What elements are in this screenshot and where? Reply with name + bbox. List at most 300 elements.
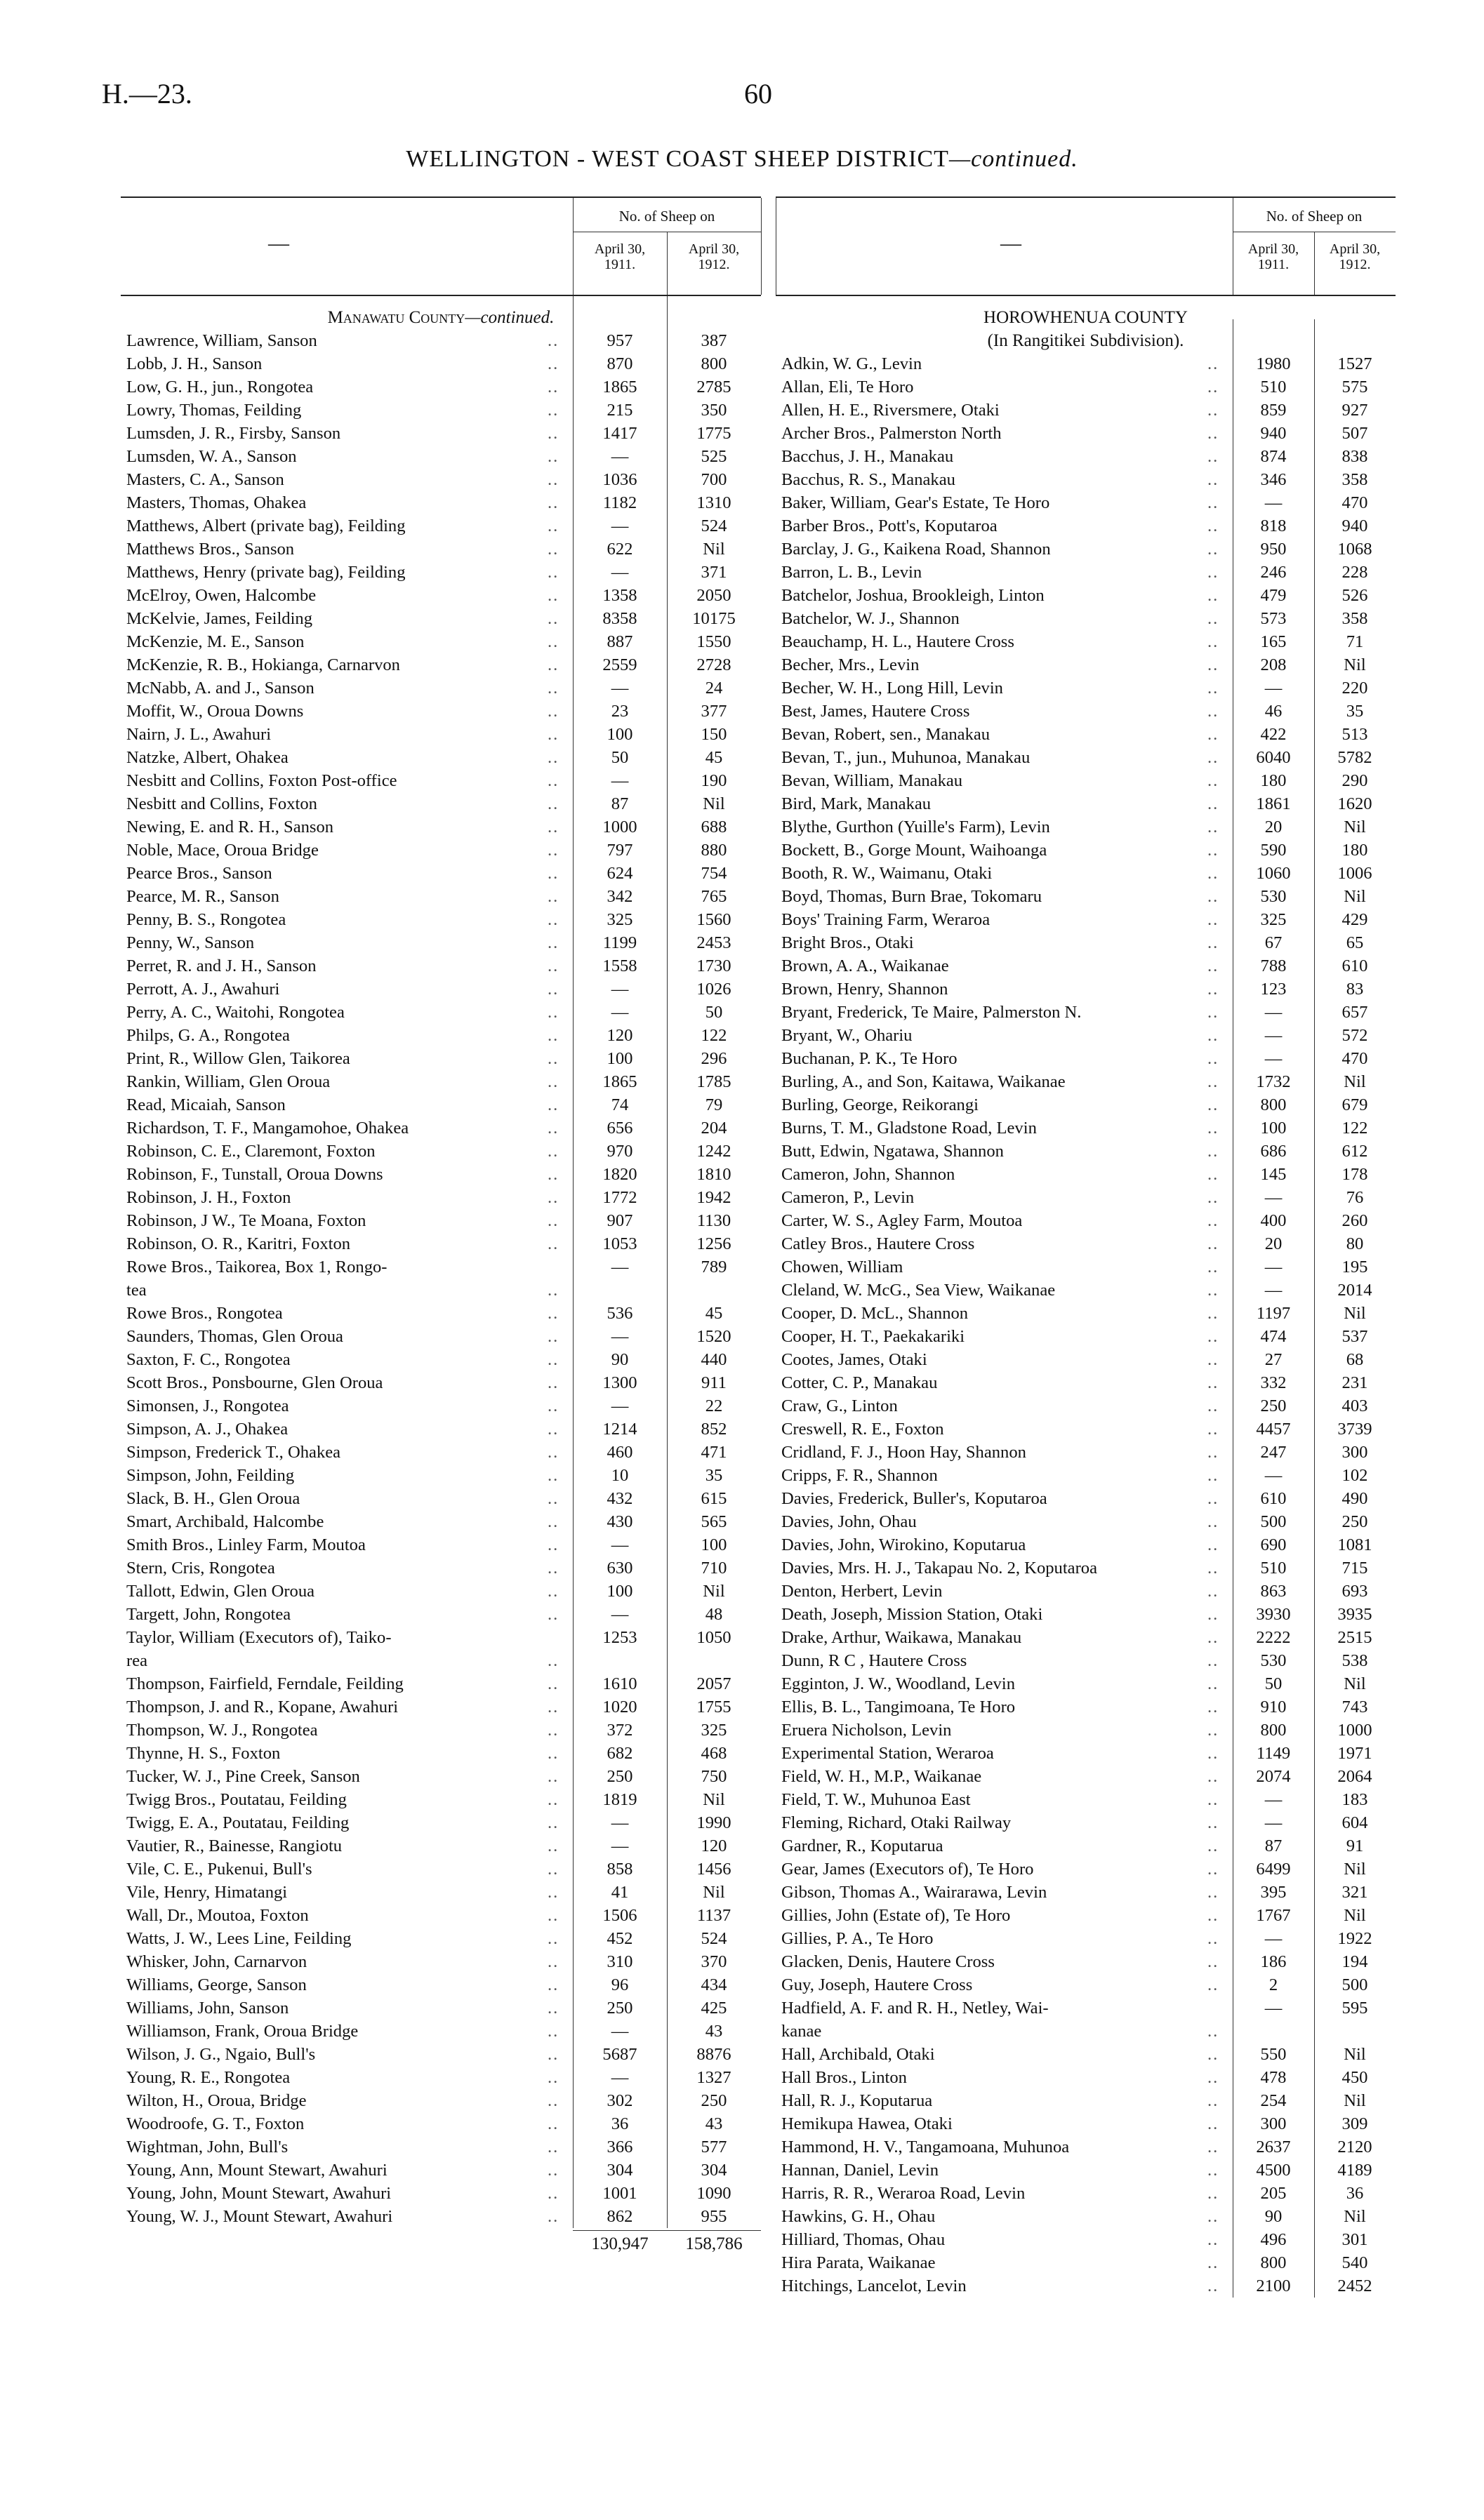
sheep-1912: 852: [701, 1420, 727, 1439]
leader-dots: ..: [1207, 933, 1219, 952]
leader-dots: ..: [1207, 632, 1219, 651]
table-row: [121, 1302, 761, 1325]
sheep-1911: 1865: [602, 1072, 637, 1091]
sheep-1912: Nil: [1344, 818, 1366, 836]
owner-name: Moffit, W., Oroua Downs: [126, 702, 304, 721]
owner-name: Bevan, Robert, sen., Manakau: [781, 725, 991, 744]
sheep-1912: 3739: [1337, 1420, 1372, 1439]
table-row: [776, 607, 1396, 630]
sheep-1912: 250: [1341, 1512, 1368, 1531]
sheep-1911: 1199: [602, 933, 637, 952]
sheep-1912: 604: [1341, 1813, 1368, 1832]
sheep-1912: 2057: [696, 1674, 731, 1693]
sheep-1912: 2064: [1337, 1767, 1372, 1786]
sheep-1912: 1620: [1337, 794, 1372, 813]
table-row: [121, 1973, 761, 1996]
sheep-1911: 96: [611, 1975, 629, 1994]
sheep-1912: 1942: [696, 1188, 731, 1207]
owner-name: Cleland, W. McG., Sea View, Waikanae: [781, 1281, 1056, 1300]
sheep-1912: 387: [701, 331, 727, 350]
sheep-1912: 440: [701, 1350, 727, 1369]
table-row: [121, 1487, 761, 1510]
year-1912-header: April 30, 1912.: [1329, 241, 1381, 272]
leader-dots: ..: [548, 1721, 559, 1740]
leader-dots: ..: [1207, 2138, 1219, 2156]
sheep-1912: 100: [701, 1535, 727, 1554]
sheep-1911: 907: [607, 1211, 633, 1230]
sheep-1911: 940: [1260, 424, 1287, 443]
table-row: [121, 1719, 761, 1742]
table-row: [121, 2089, 761, 2112]
table-row: [121, 2182, 761, 2205]
leader-dots: ..: [548, 1327, 559, 1346]
owner-name: Archer Bros., Palmerston North: [781, 424, 1002, 443]
table-row: [121, 1325, 761, 1348]
leader-dots: ..: [1207, 401, 1219, 420]
table-row: [776, 2228, 1396, 2251]
sheep-1912: 743: [1341, 1698, 1368, 1716]
table-row: [776, 1394, 1396, 1418]
sheep-1912: 45: [705, 1304, 723, 1323]
leader-dots: ..: [1207, 1003, 1219, 1022]
sheep-1911: 1820: [602, 1165, 637, 1184]
owner-name: Gardner, R., Koputarua: [781, 1836, 943, 1855]
table-row: [121, 815, 761, 839]
leader-dots: ..: [548, 609, 559, 628]
sheep-1911: 100: [607, 1049, 633, 1068]
sheep-1912: 1242: [696, 1142, 731, 1161]
sheep-1911: —: [611, 1327, 629, 1346]
leader-dots: ..: [1207, 771, 1219, 790]
table-row: [776, 978, 1396, 1001]
sheep-1912: 190: [701, 771, 727, 790]
leader-dots: ..: [1207, 864, 1219, 883]
owner-name: Penny, B. S., Rongotea: [126, 910, 286, 929]
sheep-1912: 911: [701, 1373, 727, 1392]
leader-dots: ..: [1207, 818, 1219, 836]
sheep-1911: —: [1264, 1258, 1283, 1276]
table-row: [121, 630, 761, 653]
sheep-1911: 5687: [602, 2045, 637, 2064]
sheep-1912: Nil: [1344, 887, 1366, 906]
leader-dots: ..: [548, 378, 559, 396]
table-row: [121, 514, 761, 538]
owner-name: Masters, C. A., Sanson: [126, 470, 284, 489]
sheep-1912: 1810: [696, 1165, 731, 1184]
owner-name: Butt, Edwin, Ngatawa, Shannon: [781, 1142, 1004, 1161]
table-row: [121, 792, 761, 815]
sheep-1912: 524: [701, 516, 727, 535]
sheep-1912: 250: [701, 2091, 727, 2110]
sheep-1911: 1417: [602, 424, 637, 443]
sheep-1911: —: [611, 1813, 629, 1832]
owner-name: Chowen, William: [781, 1258, 903, 1276]
leader-dots: ..: [548, 1535, 559, 1554]
table-row: [776, 1163, 1396, 1186]
section-heading: [121, 306, 761, 329]
table-row: [776, 399, 1396, 422]
sheep-1911: —: [1264, 1003, 1283, 1022]
sheep-1912: 2014: [1337, 1281, 1372, 1300]
owner-name: Gillies, John (Estate of), Te Horo: [781, 1906, 1011, 1925]
page-number: 60: [744, 78, 772, 109]
sheep-1912: 513: [1341, 725, 1368, 744]
table-row: [776, 1672, 1396, 1695]
table-row: [776, 653, 1396, 676]
table-row: [121, 561, 761, 584]
table-row: [776, 1093, 1396, 1116]
leader-dots: ..: [548, 1790, 559, 1809]
leader-dots: ..: [548, 424, 559, 443]
owner-name: Barber Bros., Pott's, Koputaroa: [781, 516, 998, 535]
leader-dots: ..: [1207, 1258, 1219, 1276]
sheep-1911: 208: [1260, 655, 1287, 674]
table-row: [776, 630, 1396, 653]
sheep-1911: 1980: [1256, 354, 1291, 373]
owner-name: Cridland, F. J., Hoon Hay, Shannon: [781, 1443, 1026, 1462]
leader-dots: ..: [1207, 1095, 1219, 1114]
sheep-1912: 2452: [1337, 2276, 1372, 2295]
owner-name: Hira Parata, Waikanae: [781, 2253, 936, 2272]
page-code: H.—23.: [102, 78, 192, 109]
leader-dots: ..: [548, 1582, 559, 1601]
leader-dots: ..: [548, 1026, 559, 1045]
owner-name: Drake, Arthur, Waikawa, Manakau: [781, 1628, 1022, 1647]
owner-name: Vile, C. E., Pukenui, Bull's: [126, 1860, 312, 1879]
leader-dots: ..: [548, 1142, 559, 1161]
table-row: [776, 1603, 1396, 1626]
sheep-1912: 50: [705, 1003, 723, 1022]
owner-name: McNabb, A. and J., Sanson: [126, 679, 314, 698]
sheep-1912: 5782: [1337, 748, 1372, 767]
sheep-1911: 2637: [1256, 2138, 1291, 2156]
year-1911-header: April 30, 1911.: [594, 241, 646, 272]
sheep-1912: 4189: [1337, 2161, 1372, 2180]
sheep-1911: 325: [1260, 910, 1287, 929]
owner-name: Boyd, Thomas, Burn Brae, Tokomaru: [781, 887, 1042, 906]
table-row: [776, 1279, 1396, 1302]
table-row: [121, 1626, 761, 1672]
sheep-1912: 43: [705, 2022, 723, 2041]
owner-name: Batchelor, W. J., Shannon: [781, 609, 960, 628]
sheep-1911: 1300: [602, 1373, 637, 1392]
sheep-1911: 2559: [602, 655, 637, 674]
table-row: [776, 561, 1396, 584]
table-row: [776, 2159, 1396, 2182]
sheep-1912: 526: [1341, 586, 1368, 605]
owner-name: Stern, Cris, Rongotea: [126, 1559, 275, 1578]
table-row: [776, 1325, 1396, 1348]
owner-name: Cameron, John, Shannon: [781, 1165, 955, 1184]
sheep-1911: 422: [1260, 725, 1287, 744]
table-row: [121, 2205, 761, 2228]
sheep-1911: —: [611, 980, 629, 999]
table-row: [121, 1672, 761, 1695]
table-row: [776, 1881, 1396, 1904]
leader-dots: ..: [1207, 2230, 1219, 2249]
owner-name: Rankin, William, Glen Oroua: [126, 1072, 331, 1091]
sheep-1911: —: [1264, 1188, 1283, 1207]
owner-name: Penny, W., Sanson: [126, 933, 255, 952]
owner-name: Thompson, W. J., Rongotea: [126, 1721, 318, 1740]
owner-name: Hall Bros., Linton: [781, 2068, 907, 2087]
sheep-1911: 145: [1260, 1165, 1287, 1184]
sheep-1911: 1182: [602, 493, 637, 512]
sheep-1911: 1001: [602, 2184, 637, 2203]
owner-name: Hannan, Daniel, Levin: [781, 2161, 939, 2180]
owner-name: Becher, W. H., Long Hill, Levin: [781, 679, 1003, 698]
owner-name: Bevan, T., jun., Muhunoa, Manakau: [781, 748, 1031, 767]
owner-name: Robinson, J. H., Foxton: [126, 1188, 291, 1207]
leader-dots: ..: [1207, 1744, 1219, 1763]
owner-name: Matthews, Henry (private bag), Feilding: [126, 563, 406, 582]
leader-dots: ..: [1207, 1628, 1219, 1647]
sheep-1912: 102: [1341, 1466, 1368, 1485]
owner-name: Wilson, J. G., Ngaio, Bull's: [126, 2045, 316, 2064]
table-row: [121, 1232, 761, 1255]
sheep-1911: 863: [1260, 1582, 1287, 1601]
sheep-1912: 710: [701, 1559, 727, 1578]
owner-name: Scott Bros., Ponsbourne, Glen Oroua: [126, 1373, 383, 1392]
owner-name: Print, R., Willow Glen, Taikorea: [126, 1049, 350, 1068]
table-row: [121, 1464, 761, 1487]
table-row: [776, 1209, 1396, 1232]
leader-dots: ..: [1207, 1466, 1219, 1485]
sheep-1912: 304: [701, 2161, 727, 2180]
sheep-1911: 23: [611, 702, 629, 721]
sheep-1912: 194: [1341, 1952, 1368, 1971]
owner-name: Rowe Bros., Taikorea, Box 1, Rongo- tea: [126, 1258, 387, 1300]
sheep-1912: 2120: [1337, 2138, 1372, 2156]
owner-name: Davies, John, Ohau: [781, 1512, 917, 1531]
sheep-1911: 4500: [1256, 2161, 1291, 2180]
sheep-1912: 610: [1341, 956, 1368, 975]
table-row: [776, 885, 1396, 908]
leader-dots: ..: [548, 1072, 559, 1091]
sheep-1912: 425: [701, 1999, 727, 2018]
leader-dots: ..: [1207, 378, 1219, 396]
sheep-1911: 479: [1260, 586, 1287, 605]
leader-dots: ..: [1207, 1072, 1219, 1091]
sheep-1911: 1865: [602, 378, 637, 396]
sheep-1911: 246: [1260, 563, 1287, 582]
sheep-1911: —: [611, 771, 629, 790]
table-row: [121, 1186, 761, 1209]
table-row: [776, 1232, 1396, 1255]
owner-name: Allan, Eli, Te Horo: [781, 378, 914, 396]
owner-name: Best, James, Hautere Cross: [781, 702, 970, 721]
owner-name: Saxton, F. C., Rongotea: [126, 1350, 291, 1369]
table-row: [121, 1047, 761, 1070]
leader-dots: ..: [1207, 1651, 1219, 1670]
leader-dots: ..: [1207, 424, 1219, 443]
sheep-1911: 325: [607, 910, 633, 929]
table-row: [121, 2112, 761, 2135]
leader-dots: ..: [548, 2207, 559, 2226]
sheep-1912: Nil: [703, 794, 725, 813]
leader-dots: ..: [548, 887, 559, 906]
sheep-1912: 296: [701, 1049, 727, 1068]
owner-name: Young, R. E., Rongotea: [126, 2068, 291, 2087]
sheep-1911: 304: [607, 2161, 633, 2180]
table-row: [776, 1186, 1396, 1209]
table-row: [776, 908, 1396, 931]
table-row: [776, 1834, 1396, 1858]
owner-name: McElroy, Owen, Halcombe: [126, 586, 317, 605]
sheep-1911: 74: [611, 1095, 629, 1114]
table-row: [121, 2043, 761, 2066]
leader-dots: ..: [548, 2161, 559, 2180]
owner-name: Taylor, William (Executors of), Taiko- rea: [126, 1628, 392, 1670]
left-rows: [121, 329, 761, 2228]
total-row: [121, 2228, 761, 2256]
leader-dots: ..: [548, 1836, 559, 1855]
table-row: [121, 422, 761, 445]
owner-name: Nairn, J. L., Awahuri: [126, 725, 272, 744]
sheep-1911: 874: [1260, 447, 1287, 466]
sheep-1911: 797: [607, 841, 633, 860]
owner-name: Booth, R. W., Waimanu, Otaki: [781, 864, 993, 883]
table-row: [776, 1510, 1396, 1533]
leader-dots: ..: [548, 725, 559, 744]
sheep-1912: 260: [1341, 1211, 1368, 1230]
owner-name: Bird, Mark, Manakau: [781, 794, 932, 813]
owner-name: Cameron, P., Levin: [781, 1188, 915, 1207]
sheep-1911: 1060: [1256, 864, 1291, 883]
owner-name: Harris, R. R., Weraroa Road, Levin: [781, 2184, 1026, 2203]
leader-dots: ..: [548, 2091, 559, 2110]
leader-dots: ..: [548, 2114, 559, 2133]
sheep-1911: 1772: [602, 1188, 637, 1207]
sheep-1912: 71: [1346, 632, 1364, 651]
sheep-1911: 332: [1260, 1373, 1287, 1392]
table-row: [776, 2043, 1396, 2066]
sheep-1912: 789: [701, 1258, 727, 1276]
owner-name: Simonsen, J., Rongotea: [126, 1396, 289, 1415]
sheep-1911: 950: [1260, 540, 1287, 559]
sheep-1912: 615: [701, 1489, 727, 1508]
sheep-1911: 1036: [602, 470, 637, 489]
owner-name: Bevan, William, Manakau: [781, 771, 963, 790]
owner-name: Cootes, James, Otaki: [781, 1350, 927, 1369]
owner-name: Nesbitt and Collins, Foxton: [126, 794, 317, 813]
table-row: [776, 1418, 1396, 1441]
leader-dots: ..: [1207, 725, 1219, 744]
sheep-1912: 715: [1341, 1559, 1368, 1578]
sheep-1912: 507: [1341, 424, 1368, 443]
table-row: [776, 538, 1396, 561]
leader-dots: ..: [1207, 1813, 1219, 1832]
sheep-1911: 656: [607, 1119, 633, 1138]
table-row: [121, 1163, 761, 1186]
leader-dots: ..: [1207, 2068, 1219, 2087]
sheep-1912: 1990: [696, 1813, 731, 1832]
leader-dots: ..: [1207, 841, 1219, 860]
leader-dots: ..: [548, 1396, 559, 1415]
table-row: [121, 1695, 761, 1719]
owner-name: Pearce Bros., Sanson: [126, 864, 272, 883]
table-row: [776, 1626, 1396, 1649]
sheep-1912: Nil: [703, 1883, 725, 1902]
leader-dots: ..: [548, 1698, 559, 1716]
table-row: [121, 1556, 761, 1580]
sheep-1912: 927: [1341, 401, 1368, 420]
sheep-1912: 35: [1346, 702, 1364, 721]
sheep-1912: Nil: [703, 540, 725, 559]
sheep-1912: 358: [1341, 470, 1368, 489]
table-row: [121, 723, 761, 746]
table-row: [121, 1418, 761, 1441]
owner-name: Davies, Mrs. H. J., Takapau No. 2, Koputaroa: [781, 1559, 1097, 1578]
owner-name: Matthews, Albert (private bag), Feilding: [126, 516, 406, 535]
sheep-1911: 87: [611, 794, 629, 813]
owner-name: McKenzie, R. B., Hokianga, Carnarvon: [126, 655, 400, 674]
owner-name: McKelvie, James, Feilding: [126, 609, 313, 628]
leader-dots: ..: [1207, 2114, 1219, 2133]
sheep-1911: 550: [1260, 2045, 1287, 2064]
table-row: [121, 1603, 761, 1626]
sheep-1912: Nil: [1344, 1674, 1366, 1693]
owner-name: Cooper, D. McL., Shannon: [781, 1304, 969, 1323]
leader-dots: ..: [1207, 2045, 1219, 2064]
sheep-1911: 400: [1260, 1211, 1287, 1230]
table-row: [121, 1140, 761, 1163]
table-row: [121, 1765, 761, 1788]
sheep-1911: 1732: [1256, 1072, 1291, 1091]
leader-dots: ..: [548, 1999, 559, 2018]
table-row: [121, 2066, 761, 2089]
sheep-1912: 370: [701, 1952, 727, 1971]
owner-name: Thompson, J. and R., Kopane, Awahuri: [126, 1698, 399, 1716]
table-row: [121, 1371, 761, 1394]
sheep-1912: 22: [705, 1396, 723, 1415]
owner-name: Tallott, Edwin, Glen Oroua: [126, 1582, 315, 1601]
owner-name: Beauchamp, H. L., Hautere Cross: [781, 632, 1014, 651]
sheep-1911: 690: [1260, 1535, 1287, 1554]
leader-dots: ..: [1207, 1975, 1219, 1994]
sheep-1911: 205: [1260, 2184, 1287, 2203]
leader-dots: ..: [548, 1813, 559, 1832]
leader-dots: ..: [548, 771, 559, 790]
sheep-1912: 1068: [1337, 540, 1372, 559]
sheep-1912: 68: [1346, 1350, 1364, 1369]
name-column-dash: —: [268, 232, 289, 255]
table-row: [121, 908, 761, 931]
table-row: [776, 514, 1396, 538]
sheep-1912: 1785: [696, 1072, 731, 1091]
table-row: [776, 839, 1396, 862]
table-row: [776, 1904, 1396, 1927]
leader-dots: ..: [548, 1211, 559, 1230]
leader-dots: ..: [548, 1744, 559, 1763]
leader-dots: ..: [1207, 2091, 1219, 2110]
sheep-1911: 1000: [602, 818, 637, 836]
owner-name: Simpson, John, Feilding: [126, 1466, 295, 1485]
sheep-1911: 20: [1264, 1234, 1283, 1253]
sheep-1912: 700: [701, 470, 727, 489]
owner-name: Watts, J. W., Lees Line, Feilding: [126, 1929, 352, 1948]
leader-dots: ..: [1207, 1234, 1219, 1253]
leader-dots: ..: [1207, 1582, 1219, 1601]
leader-dots: ..: [548, 2022, 559, 2041]
sheep-1912: 450: [1341, 2068, 1368, 2087]
leader-dots: ..: [1207, 1698, 1219, 1716]
owner-name: Low, G. H., jun., Rongotea: [126, 378, 314, 396]
left-table: [121, 196, 761, 2256]
sheep-1912: 300: [1341, 1443, 1368, 1462]
sheep-1912: 2453: [696, 933, 731, 952]
leader-dots: ..: [548, 748, 559, 767]
